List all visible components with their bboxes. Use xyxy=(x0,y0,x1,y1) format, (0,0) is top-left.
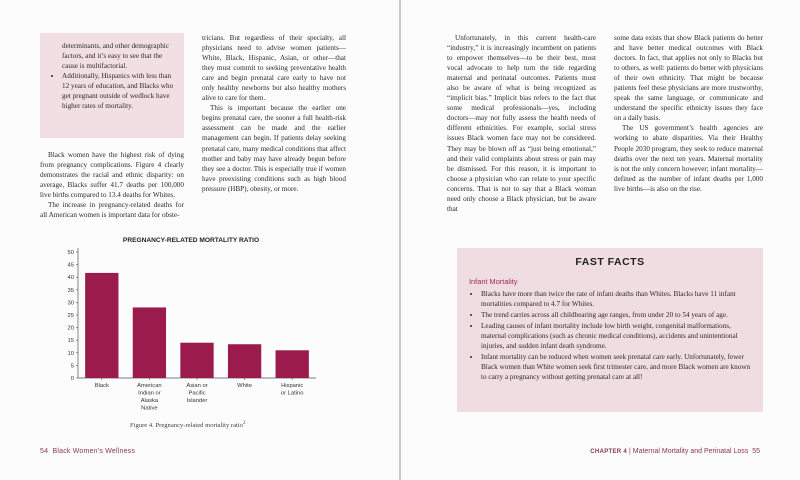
paragraph: some data exists that show Black patients do better and have better medical outcomes with Black doctors. In fact, that applies not only to Blacks but to others, as well: patients do better with physicians of their own ethnicity. That might be because patients feel these physicians are more trustworthy, speak the same language, or communicate and understand the specific ethnicity issues they face on a daily basis. xyxy=(614,34,763,123)
page-number: 54 xyxy=(40,448,49,455)
paragraph: tricians. But regardless of their specialty, all physicians need to advise women patients—White, Black, Hispanic, Asian, or other—that they must commit to seeking preventative health care and begin prenatal care early to have not only healthy newborns but also healthy mothers alive to care for them. xyxy=(202,34,346,103)
left-column-1 xyxy=(40,150,184,220)
y-tick-label: 30 xyxy=(67,300,74,307)
right-column-2 xyxy=(614,33,763,194)
x-tick-label: Hispanic xyxy=(281,383,304,389)
x-tick-label: Native xyxy=(141,405,158,412)
y-tick-label: 0 xyxy=(70,376,74,382)
left-page xyxy=(0,0,399,480)
bar xyxy=(228,344,261,378)
page-number: 55 xyxy=(752,448,760,455)
x-tick-label: Pacific xyxy=(188,390,206,397)
footer-left xyxy=(40,448,135,455)
paragraph: Black women have the highest risk of dying from pregnancy complications. Figure 4 clearly demonstrates the racial and ethnic disparity: on average, Blacks suffer 41.7 deaths per 100,000 live births compared to 13.4 deaths for Whites. xyxy=(40,151,184,200)
mortality-bar-chart xyxy=(58,232,320,432)
right-column-1 xyxy=(447,33,596,214)
chapter-label: CHAPTER 4 xyxy=(590,449,628,455)
fast-facts-subtitle: Infant Mortality xyxy=(469,277,518,286)
y-tick-label: 40 xyxy=(67,275,74,282)
x-tick-label: Asian or xyxy=(186,383,208,389)
sidebox-bullet: • Additionally, Hispanics with less than 12 years of education, and Blacks who get pregnant outside of wedlock have higher rates of mortality. xyxy=(62,71,174,111)
fast-fact-item: • Blacks have more than twice the rate of infant deaths than Whites. Blacks have 11 infant mortalities compared to 4.7 for Whites. xyxy=(481,289,751,309)
left-column-2 xyxy=(202,33,346,194)
book-title: Black Women’s Wellness xyxy=(52,448,136,455)
y-tick-label: 50 xyxy=(67,250,74,256)
x-tick-label: Indian or xyxy=(138,390,161,397)
y-tick-label: 45 xyxy=(67,262,74,269)
bar xyxy=(180,343,213,378)
bar xyxy=(85,273,118,378)
caption-footnote: 2 xyxy=(242,421,246,426)
chart-title: PREGNANCY-RELATED MORTALITY RATIO xyxy=(122,237,260,244)
caption-text: Figure 4. Pregnancy-related mortality ratio xyxy=(130,422,243,430)
x-tick-label: Alaska xyxy=(140,398,159,404)
paragraph: This is important because the earlier one begins prenatal care, the sooner a full health-risk assessment can be made and the earlier management can begin. If patients delay seeking prenatal care, many medical conditions that affect mother and baby may have already begun before they see a doctor. This is especially true if women have preexisting conditions such as high blood pressure (HBP), obesity, or more. xyxy=(202,104,346,193)
fast-fact-item: • The trend carries across all childbearing age ranges, from under 20 to 54 years of age. xyxy=(481,310,751,320)
y-tick-label: 5 xyxy=(70,363,74,370)
paragraph: The increase in pregnancy-related deaths for all American women is important data for obste- xyxy=(40,201,184,220)
fast-facts-list xyxy=(469,289,751,382)
y-tick-label: 15 xyxy=(67,338,74,345)
fast-fact-item: • Leading causes of infant mortality include low birth weight, congenital malformations, maternal complications (such as chronic medical conditions), accidents and unintentional injuries, and sudden infant death syndrome. xyxy=(481,321,751,351)
figure-caption xyxy=(130,421,245,429)
footer-right xyxy=(590,448,760,455)
y-tick-label: 35 xyxy=(67,287,74,294)
sidebox-list xyxy=(52,71,174,111)
x-tick-label: Islander xyxy=(186,398,208,404)
sidebar-box xyxy=(40,33,184,138)
fast-facts-box xyxy=(457,248,763,412)
x-tick-label: White xyxy=(237,383,253,389)
bar xyxy=(133,307,166,378)
paragraph: The US government’s health agencies are working to abate disparities. Via their Healthy People 2030 program, they seek to reduce maternal deaths over the next ten years. Maternal mortality is not the only concern however; infant mortality—defined as the number of infant deaths per 1,000 live births—is also on the rise. xyxy=(614,124,763,193)
bar xyxy=(276,350,309,378)
paragraph: Unfortunately, in this current health-care “industry,” it is increasingly incumbent on patients to empower themselves—to be their best, most vocal advocate to help turn the tide regarding maternal and perinatal outcomes. Patients must also be aware of what is being recognized as “implicit bias.” Implicit bias refers to the fact that some medical professionals—yes, including doctors—may not fully assess the health needs of different ethnicities. For example, social stress issues Black women face may not be considered. They may be blown off as “just being emotional,” and their valid complaints about stress or pain may be dismissed. For this reason, it is important to choose a physician who can relate to your specific concerns. That is not to say that a Black woman need only choose a Black physician, but be aware that xyxy=(447,34,596,213)
fast-fact-item: • Infant mortality can be reduced when women seek prenatal care early. Unfortunately, fewer Black women than White women seek first trimester care, and more Black women are known to carry a pregnancy without getting prenatal care at all! xyxy=(481,352,751,382)
footer-separator: | xyxy=(628,448,631,455)
x-tick-label: American xyxy=(137,383,162,389)
y-tick-label: 10 xyxy=(67,350,74,357)
x-tick-label: or Latino xyxy=(280,390,304,397)
fast-facts-title: FAST FACTS xyxy=(575,256,645,268)
x-tick-label: Black xyxy=(94,383,109,389)
y-tick-label: 25 xyxy=(67,313,74,319)
y-tick-label: 20 xyxy=(67,325,74,332)
sidebox-text: determinants, and other demographic factors, and it’s easy to see that the cause is multifactorial. xyxy=(62,42,169,71)
chapter-title: Maternal Mortality and Perinatal Loss xyxy=(632,448,749,455)
right-page xyxy=(401,0,800,480)
